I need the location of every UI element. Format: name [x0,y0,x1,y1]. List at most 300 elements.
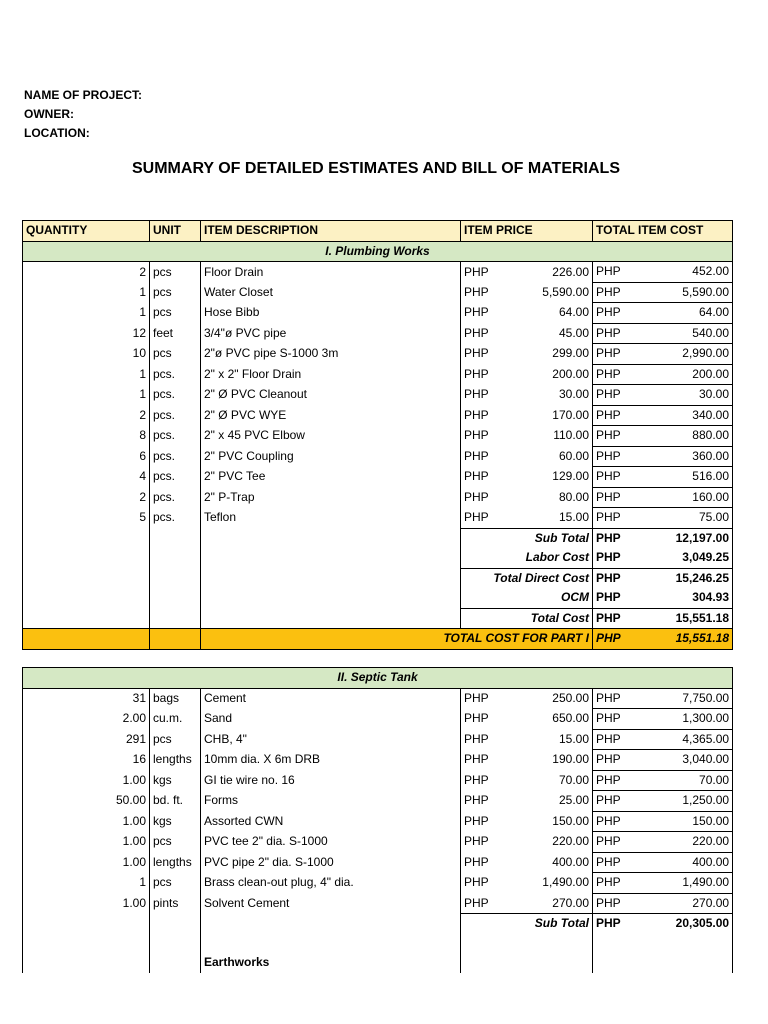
section-title: I. Plumbing Works [23,241,733,262]
currency-label: PHP [596,916,621,931]
currency-label: PHP [596,489,621,504]
unit-cell: pcs. [150,446,201,467]
amount-wrap [596,709,729,728]
amount-wrap [596,629,729,648]
amount-value: 5,590.00 [542,284,589,299]
amount-wrap [596,609,729,628]
item-row [23,446,733,467]
amount-value: 15,551.18 [675,631,729,646]
amount-wrap [596,324,729,343]
subtotal-label: Sub Total [461,914,593,934]
amount-value: 75.00 [698,510,729,525]
description-cell: PVC tee 2" dia. S-1000 [201,832,461,853]
currency-label: PHP [464,325,489,340]
empty-cell [201,934,461,954]
amount-value: 400.00 [552,854,589,869]
quantity-cell: 2 [23,487,150,508]
amount-value: 45.00 [558,325,589,340]
item-row [23,770,733,791]
currency-label: PHP [464,428,489,443]
description-cell: Hose Bibb [201,303,461,324]
unit-cell: pcs. [150,467,201,488]
amount-value: 340.00 [692,407,729,422]
header-description: ITEM DESCRIPTION [201,221,461,242]
empty-cell [150,568,201,588]
amount-wrap [464,894,589,913]
description-cell: Floor Drain [201,262,461,283]
amount-value: 200.00 [552,366,589,381]
amount-value: 3,040.00 [682,752,730,767]
amount-value: 880.00 [692,428,729,443]
currency-label: PHP [596,631,621,646]
currency-cell [461,487,593,508]
summary-label: Total Cost [461,608,593,629]
currency-cell [461,282,593,303]
currency-cell [593,487,733,508]
description-cell: 2" PVC Tee [201,467,461,488]
currency-cell [593,873,733,894]
amount-wrap [464,689,589,708]
amount-value: 2,990.00 [682,346,729,361]
quantity-cell: 1.00 [23,770,150,791]
currency-cell [593,303,733,324]
earthworks-label: Earthworks [201,953,461,973]
currency-cell [593,405,733,426]
currency-cell [461,791,593,812]
amount-value: 15.00 [558,731,589,746]
amount-value: 650.00 [552,711,589,726]
amount-wrap [596,426,729,445]
amount-wrap [596,914,729,933]
currency-label: PHP [596,407,621,422]
currency-label: PHP [464,387,489,402]
amount-value: 220.00 [552,834,589,849]
description-cell: CHB, 4" [201,729,461,750]
location-label: LOCATION: [24,126,90,140]
grand-total-label: TOTAL COST FOR PART I [201,629,593,650]
currency-cell [461,688,593,709]
quantity-cell: 1 [23,303,150,324]
unit-cell: bd. ft. [150,791,201,812]
currency-label: PHP [596,813,621,828]
item-row [23,303,733,324]
currency-cell [461,323,593,344]
unit-cell: pcs [150,303,201,324]
amount-wrap [464,791,589,810]
summary-label: OCM [461,588,593,608]
empty-cell [201,568,461,588]
unit-cell: pcs [150,344,201,365]
amount-wrap [596,303,729,322]
description-cell: PVC pipe 2" dia. S-1000 [201,852,461,873]
currency-cell [593,588,733,608]
empty-cell [23,528,150,548]
item-row [23,729,733,750]
unit-cell: kgs [150,811,201,832]
unit-cell: pcs [150,832,201,853]
item-row [23,508,733,529]
amount-wrap [464,812,589,831]
description-cell: 2" PVC Coupling [201,446,461,467]
summary-row [23,568,733,588]
currency-cell [461,364,593,385]
currency-label: PHP [596,875,621,890]
quantity-cell: 10 [23,344,150,365]
amount-wrap [464,263,589,282]
amount-wrap [464,508,589,527]
amount-wrap [596,832,729,851]
empty-cell [23,568,150,588]
quantity-cell: 291 [23,729,150,750]
currency-cell [461,385,593,406]
description-cell: 2" Ø PVC WYE [201,405,461,426]
currency-label: PHP [596,366,621,381]
amount-value: 12,197.00 [675,530,729,545]
description-cell: Cement [201,688,461,709]
amount-wrap [596,508,729,527]
amount-value: 304.93 [692,590,729,605]
empty-cell [23,934,150,954]
amount-value: 70.00 [558,772,589,787]
unit-cell: pints [150,893,201,914]
empty-cell [593,934,733,954]
currency-label: PHP [464,346,489,361]
amount-value: 270.00 [692,895,730,910]
section-title: II. Septic Tank [23,668,733,689]
amount-wrap [464,750,589,769]
description-cell: Sand [201,709,461,730]
amount-wrap [464,730,589,749]
item-row [23,282,733,303]
currency-label: PHP [464,264,489,279]
empty-cell [201,548,461,568]
currency-label: PHP [464,489,489,504]
description-cell: Brass clean-out plug, 4" dia. [201,873,461,894]
currency-label: PHP [596,895,621,910]
summary-row [23,548,733,568]
header-item-price: ITEM PRICE [461,221,593,242]
amount-value: 250.00 [552,691,589,705]
currency-cell [593,344,733,365]
currency-cell [461,446,593,467]
currency-label: PHP [596,550,621,565]
quantity-cell: 1.00 [23,893,150,914]
empty-cell [150,953,201,973]
item-row [23,467,733,488]
currency-label: PHP [596,610,621,625]
unit-cell: feet [150,323,201,344]
item-row [23,811,733,832]
currency-label: PHP [464,407,489,422]
currency-label: PHP [596,448,621,463]
currency-cell [593,446,733,467]
item-row [23,262,733,283]
currency-cell [593,323,733,344]
amount-value: 129.00 [552,469,589,484]
amount-wrap [464,447,589,466]
amount-wrap [464,709,589,728]
currency-cell [461,729,593,750]
currency-cell [593,770,733,791]
description-cell: Water Closet [201,282,461,303]
item-row [23,709,733,730]
summary-row [23,588,733,608]
currency-cell [593,709,733,730]
currency-cell [593,548,733,568]
item-row [23,385,733,406]
empty-cell [23,914,150,934]
empty-cell [150,548,201,568]
unit-cell: pcs [150,873,201,894]
currency-label: PHP [596,264,621,279]
amount-wrap [464,406,589,425]
amount-value: 452.00 [692,264,729,279]
empty-cell [150,629,201,650]
currency-cell [461,405,593,426]
empty-cell [23,953,150,973]
header-row [23,221,733,242]
currency-cell [461,426,593,447]
currency-label: PHP [464,854,489,869]
currency-cell [593,688,733,709]
currency-cell [593,262,733,283]
currency-label: PHP [596,854,621,869]
currency-label: PHP [596,428,621,443]
currency-label: PHP [596,510,621,525]
currency-label: PHP [464,895,489,910]
amount-value: 20,305.00 [675,916,730,931]
section-row [23,241,733,262]
amount-value: 1,490.00 [542,875,589,890]
amount-wrap [464,873,589,892]
currency-label: PHP [464,305,489,320]
unit-cell: kgs [150,770,201,791]
amount-wrap [464,283,589,302]
currency-cell [461,709,593,730]
item-row [23,426,733,447]
unit-cell: pcs. [150,487,201,508]
currency-label: PHP [464,834,489,849]
currency-cell [593,893,733,914]
currency-cell [593,729,733,750]
item-row [23,832,733,853]
amount-value: 60.00 [558,448,589,463]
unit-cell: cu.m. [150,709,201,730]
description-cell: Teflon [201,508,461,529]
currency-label: PHP [596,325,621,340]
grand-total-row [23,629,733,650]
quantity-cell: 1 [23,873,150,894]
amount-wrap [464,488,589,507]
currency-label: PHP [464,711,489,726]
amount-wrap [596,873,729,892]
item-row [23,405,733,426]
amount-wrap [596,750,729,769]
section-row [23,668,733,689]
amount-wrap [596,548,729,567]
currency-cell [593,914,733,934]
project-name-label: NAME OF PROJECT: [24,88,143,102]
item-row [23,893,733,914]
amount-value: 170.00 [552,407,589,422]
amount-wrap [596,262,729,281]
currency-label: PHP [596,793,621,808]
currency-cell [593,852,733,873]
amount-wrap [596,588,729,607]
amount-wrap [464,324,589,343]
empty-cell [150,934,201,954]
currency-cell [461,344,593,365]
header-unit: UNIT [150,221,201,242]
quantity-cell: 1 [23,282,150,303]
amount-value: 1,300.00 [682,711,730,726]
unit-cell: lengths [150,852,201,873]
currency-label: PHP [596,690,621,705]
description-cell: 2" P-Trap [201,487,461,508]
description-cell: Assorted CWN [201,811,461,832]
quantity-cell: 6 [23,446,150,467]
amount-value: 15.00 [558,510,589,524]
empty-cell [150,608,201,629]
description-cell: Forms [201,791,461,812]
item-row [23,364,733,385]
description-cell: GI tie wire no. 16 [201,770,461,791]
amount-value: 7,750.00 [682,690,730,705]
currency-cell [461,893,593,914]
currency-label: PHP [464,510,489,524]
amount-value: 80.00 [558,489,589,504]
currency-label: PHP [596,387,621,402]
subtotal-row [23,914,733,934]
unit-cell: pcs [150,262,201,283]
septic-table [22,667,733,973]
currency-cell [461,303,593,324]
empty-cell [461,934,593,954]
amount-wrap [596,569,729,588]
blank-row [23,953,733,973]
empty-cell [23,608,150,629]
amount-wrap [596,730,729,749]
empty-cell [461,953,593,973]
currency-cell [461,262,593,283]
amount-wrap [596,791,729,810]
amount-value: 299.00 [552,346,589,361]
amount-value: 1,250.00 [682,793,730,808]
currency-cell [593,811,733,832]
amount-value: 190.00 [552,752,589,767]
empty-cell [150,588,201,608]
quantity-cell: 2.00 [23,709,150,730]
amount-value: 70.00 [699,772,730,787]
currency-label: PHP [596,711,621,726]
quantity-cell: 1.00 [23,832,150,853]
amount-wrap [596,771,729,790]
currency-cell [593,508,733,529]
currency-cell [593,282,733,303]
description-cell: Solvent Cement [201,893,461,914]
currency-label: PHP [464,793,489,808]
amount-value: 5,590.00 [682,284,729,299]
currency-cell [593,750,733,771]
currency-label: PHP [464,448,489,463]
currency-label: PHP [596,305,621,320]
amount-wrap [596,894,729,913]
currency-label: PHP [464,731,489,746]
empty-cell [23,548,150,568]
description-cell: 2"ø PVC pipe S-1000 3m [201,344,461,365]
amount-wrap [464,467,589,486]
amount-value: 30.00 [698,387,729,402]
currency-label: PHP [596,834,621,849]
currency-cell [593,832,733,853]
summary-label: Labor Cost [461,548,593,568]
quantity-cell: 1 [23,385,150,406]
item-row [23,487,733,508]
quantity-cell: 12 [23,323,150,344]
plumbing-table [22,220,733,650]
currency-label: PHP [596,752,621,767]
amount-value: 110.00 [553,428,589,443]
amount-value: 200.00 [692,366,729,381]
amount-wrap [464,303,589,322]
currency-label: PHP [464,284,489,299]
amount-wrap [596,488,729,507]
amount-value: 1,490.00 [682,875,730,890]
item-row [23,323,733,344]
currency-label: PHP [596,731,621,746]
empty-cell [23,588,150,608]
amount-value: 160.00 [692,489,729,504]
currency-cell [461,852,593,873]
item-row [23,873,733,894]
quantity-cell: 16 [23,750,150,771]
amount-value: 64.00 [558,305,589,320]
header-total-cost: TOTAL ITEM COST [593,221,733,242]
empty-cell [150,528,201,548]
currency-label: PHP [464,813,489,828]
description-cell: 2" x 2" Floor Drain [201,364,461,385]
currency-cell [593,568,733,588]
currency-cell [593,385,733,406]
description-cell: 10mm dia. X 6m DRB [201,750,461,771]
currency-label: PHP [464,875,489,890]
summary-row [23,608,733,629]
quantity-cell: 1.00 [23,811,150,832]
item-row [23,750,733,771]
currency-cell [593,467,733,488]
currency-label: PHP [596,469,621,484]
currency-cell [461,750,593,771]
amount-wrap [464,771,589,790]
item-row [23,688,733,709]
empty-cell [150,914,201,934]
amount-wrap [596,853,729,872]
empty-cell [23,629,150,650]
amount-value: 150.00 [552,813,589,828]
unit-cell: pcs [150,729,201,750]
quantity-cell: 4 [23,467,150,488]
item-row [23,344,733,365]
amount-wrap [596,689,729,708]
amount-value: 25.00 [558,793,589,808]
currency-label: PHP [464,469,489,484]
quantity-cell: 31 [23,688,150,709]
currency-label: PHP [464,752,489,767]
currency-cell [593,528,733,548]
amount-wrap [464,853,589,872]
currency-cell [461,508,593,529]
quantity-cell: 50.00 [23,791,150,812]
